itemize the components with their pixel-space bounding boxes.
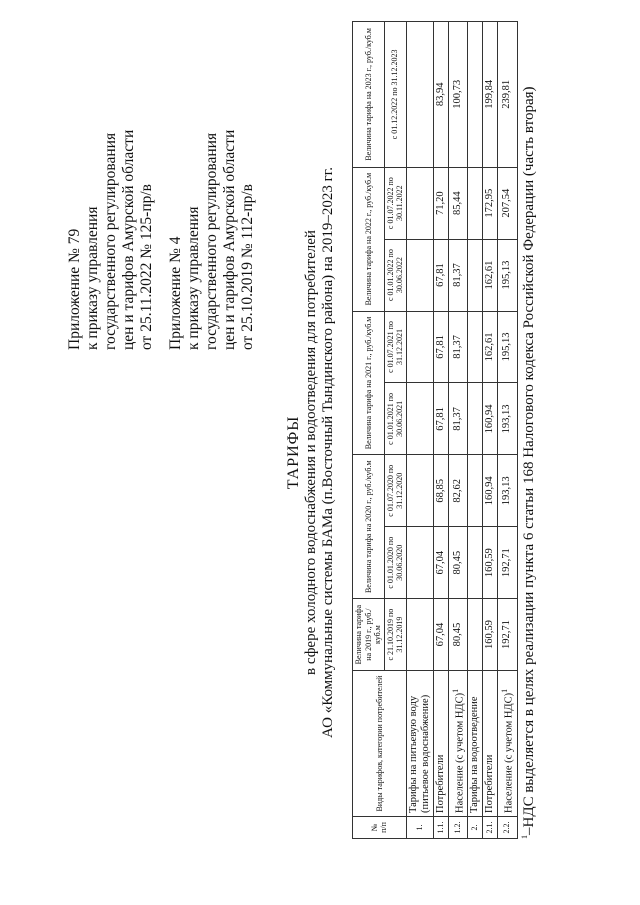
header-2020: Величина тарифа на 2020 г., руб./куб.м xyxy=(353,455,385,599)
tariff-table xyxy=(352,21,518,839)
footnote xyxy=(520,86,538,839)
cell xyxy=(468,455,483,527)
cell: 160,94 xyxy=(483,455,498,527)
header-num: № п/п xyxy=(353,817,407,839)
cell: 192,71 xyxy=(498,599,518,671)
cell: 199,84 xyxy=(483,22,498,168)
period-2022-2: с 01.07.2022 по 30.11.2022 xyxy=(384,167,406,239)
appendix-line: Приложение № 4 xyxy=(167,236,184,350)
period-2022-1: с 01.01.2022 по 30.06.2022 xyxy=(384,239,406,311)
cell: 162,61 xyxy=(483,239,498,311)
row-num: 2. xyxy=(468,817,483,839)
cell xyxy=(468,311,483,383)
table-row xyxy=(498,22,518,839)
header-2022: Величина тарифа на 2022 г., руб./куб.м xyxy=(353,167,385,311)
period-2020-1: с 01.01.2020 по 30.06.2020 xyxy=(384,527,406,599)
header-type: Виды тарифов, категории потребителей xyxy=(353,671,407,817)
cell: 67,04 xyxy=(433,599,448,671)
period-2020-2: с 01.07.2020 по 31.12.2020 xyxy=(384,455,406,527)
cell: 80,45 xyxy=(448,599,468,671)
cell xyxy=(468,527,483,599)
cell xyxy=(406,383,433,455)
period-2023: с 01.12.2022 по 31.12.2023 xyxy=(384,22,406,168)
footnote-mark: 1 xyxy=(520,835,529,839)
table-row xyxy=(448,22,468,839)
cell: 81,37 xyxy=(448,239,468,311)
cell xyxy=(406,527,433,599)
row-name: Потребители xyxy=(483,671,498,817)
cell: 81,37 xyxy=(448,311,468,383)
table-row xyxy=(433,22,448,839)
cell xyxy=(406,239,433,311)
appendix-line: цен и тарифов Амурской области xyxy=(221,129,238,350)
cell xyxy=(468,599,483,671)
cell: 67,81 xyxy=(433,239,448,311)
cell: 68,85 xyxy=(433,455,448,527)
cell: 193,13 xyxy=(498,455,518,527)
cell: 160,59 xyxy=(483,527,498,599)
cell: 162,61 xyxy=(483,311,498,383)
cell: 81,37 xyxy=(448,383,468,455)
row-num: 1.2. xyxy=(448,817,468,839)
row-name-cell xyxy=(448,671,468,817)
row-name: Тарифы на питьевую воду (питьевое водоснабжение) xyxy=(406,671,433,817)
cell xyxy=(406,311,433,383)
appendix-line: государственного регулирования xyxy=(102,132,119,350)
cell: 83,94 xyxy=(433,22,448,168)
footnote-mark: 1 xyxy=(500,688,509,693)
cell xyxy=(468,22,483,168)
table-row xyxy=(483,22,498,839)
footnote-text: –НДС выделяется в целях реализации пункта 6 статьи 168 Налогового кодекса Российской Федерации (часть вторая) xyxy=(521,86,537,835)
row-name: Потребители xyxy=(433,671,448,817)
cell: 195,13 xyxy=(498,311,518,383)
cell: 195,13 xyxy=(498,239,518,311)
cell: 67,81 xyxy=(433,383,448,455)
cell: 160,94 xyxy=(483,383,498,455)
row-num: 2.2. xyxy=(498,817,518,839)
cell: 160,59 xyxy=(483,599,498,671)
row-num: 1.1. xyxy=(433,817,448,839)
row-name: Население (с учетом НДС) xyxy=(503,692,515,814)
header-2019: Величина тарифа на 2019 г., руб./куб.м xyxy=(353,599,385,671)
cell: 193,13 xyxy=(498,383,518,455)
header-2023: Величина тарифа на 2023 г., руб./куб.м xyxy=(353,22,385,168)
cell: 85,44 xyxy=(448,167,468,239)
period-2021-2: с 01.07.2021 по 31.12.2021 xyxy=(384,311,406,383)
row-num: 1. xyxy=(406,817,433,839)
cell xyxy=(406,455,433,527)
cell xyxy=(406,22,433,168)
cell: 67,04 xyxy=(433,527,448,599)
appendix-line: государственного регулирования xyxy=(203,132,220,350)
footnote-mark: 1 xyxy=(450,688,460,693)
row-name: Население (с учетом НДС) xyxy=(454,692,465,814)
document-subtitle: в сфере холодного водоснабжения и водоотведения для потребителей xyxy=(303,230,319,675)
cell: 100,73 xyxy=(448,22,468,168)
table-row xyxy=(406,22,433,839)
table-row xyxy=(468,22,483,839)
row-name: Тарифы на водоотведение xyxy=(468,671,483,817)
cell: 207,54 xyxy=(498,167,518,239)
cell: 82,62 xyxy=(448,455,468,527)
cell: 239,81 xyxy=(498,22,518,168)
appendix-line: от 25.10.2019 № 112-пр/в xyxy=(239,184,256,350)
row-name-cell xyxy=(498,671,518,817)
cell xyxy=(468,239,483,311)
appendix-line: к приказу управления xyxy=(84,206,101,350)
appendix-line: Приложение № 79 xyxy=(66,228,83,350)
cell xyxy=(468,383,483,455)
cell: 67,81 xyxy=(433,311,448,383)
cell xyxy=(406,599,433,671)
appendix-79-block xyxy=(66,130,156,350)
cell: 192,71 xyxy=(498,527,518,599)
appendix-line: к приказу управления xyxy=(185,206,202,350)
document-title: ТАРИФЫ xyxy=(285,415,302,490)
table-header-row xyxy=(353,22,385,839)
period-2019: с 21.10.2019 по 31.12.2019 xyxy=(384,599,406,671)
document-subtitle-company: АО «Коммунальные системы БАМа (п.Восточный Тындинского района) на 2019–2023 гг. xyxy=(320,167,336,738)
appendix-4-block xyxy=(167,130,257,350)
period-2021-1: с 01.01.2021 по 30.06.2021 xyxy=(384,383,406,455)
header-2021: Величина тарифа на 2021 г., руб./куб.м xyxy=(353,311,385,455)
appendix-line: цен и тарифов Амурской области xyxy=(120,129,137,350)
cell: 172,95 xyxy=(483,167,498,239)
row-num: 2.1. xyxy=(483,817,498,839)
cell: 80,45 xyxy=(448,527,468,599)
cell xyxy=(406,167,433,239)
appendix-line: от 25.11.2022 № 125-пр/в xyxy=(138,184,155,350)
cell: 71,20 xyxy=(433,167,448,239)
cell xyxy=(468,167,483,239)
